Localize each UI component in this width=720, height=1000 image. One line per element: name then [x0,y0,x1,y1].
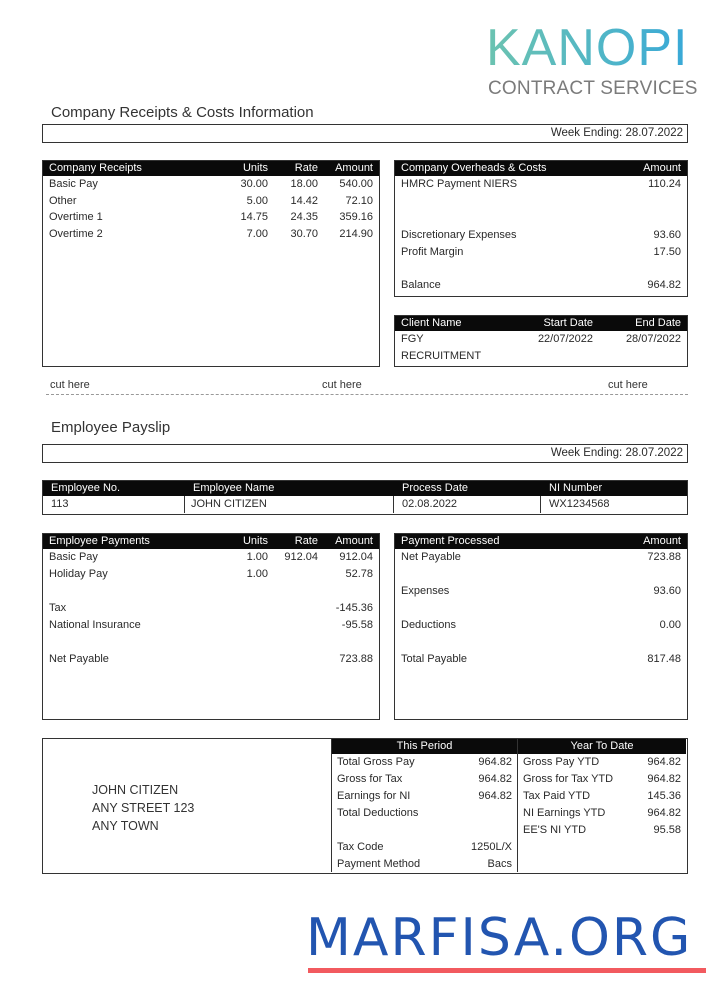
col-header: Rate [294,162,318,174]
cell: 110.24 [648,178,681,190]
address-line: ANY STREET 123 [92,801,195,815]
week-ending-text: Week Ending: 28.07.2022 [550,127,683,139]
cell: Bacs [487,858,512,870]
cell: 28/07/2022 [625,333,681,345]
col-header: Units [242,162,268,174]
cell: 30.00 [240,178,268,190]
table-row [332,771,517,788]
table-row [332,805,517,822]
table-header [395,534,687,549]
cell: -95.58 [341,619,373,631]
table-row [395,227,687,244]
table-row [518,805,686,822]
cell: Basic Pay [49,551,98,563]
table-row [395,617,687,634]
col-header: Amount [335,535,373,547]
col-header: Year To Date [570,740,634,752]
cell: Overtime 2 [49,227,103,240]
table-row [395,176,687,193]
col-header: Company Receipts [49,162,142,174]
summary-block [42,738,688,874]
cell: 95.58 [653,824,681,836]
company-receipts-table [42,160,380,367]
cell: 912.04 [284,551,318,563]
table-row [395,331,687,362]
cell: Discretionary Expenses [401,229,517,241]
cell: 72.10 [345,194,373,207]
col-header: Process Date [402,482,469,494]
cell: Payment Method [337,858,421,870]
cell: 540.00 [339,178,373,190]
col-header: Client Name [401,317,462,329]
cell: Basic Pay [49,178,98,190]
cell: 214.90 [339,227,373,240]
col-header: Rate [294,535,318,547]
col-header: Employee Payments [49,535,150,547]
employee-payments-table [42,533,380,720]
employee-address [92,781,194,835]
ytd-table [518,739,686,872]
process-date: 02.08.2022 [394,496,541,513]
cell: Net Payable [401,551,461,563]
table-row [43,193,379,210]
cell: Holiday Pay [49,568,108,580]
cell: Gross for Tax YTD [523,773,614,785]
cell: 7.00 [246,227,268,240]
table-row [332,839,517,856]
cell: FGY RECRUITMENT [401,333,482,362]
cell: 24.35 [290,211,318,223]
cell: 912.04 [339,551,373,563]
table-header [395,161,687,176]
col-header: Start Date [543,317,593,329]
week-ending-text: Week Ending: 28.07.2022 [550,447,683,459]
cell: 1.00 [246,551,268,563]
col-header: NI Number [549,482,603,494]
table-row [395,277,687,294]
cell [268,566,318,583]
cell: 1250L/X [471,841,512,853]
table-row [395,244,687,261]
cell: Tax [49,602,67,614]
cell: EE'S NI YTD [523,824,587,836]
cell: 14.42 [290,194,318,207]
cell: -145.36 [335,602,373,614]
cell: Total Payable [401,653,468,665]
cell: 0.00 [659,619,681,631]
col-header: Amount [643,535,681,547]
employee-number: 113 [43,496,185,513]
company-week-ending [42,124,688,143]
cell: 817.48 [647,653,681,665]
company-section-title: Company Receipts & Costs Information [51,104,314,121]
address-line: JOHN CITIZEN [92,783,179,797]
cell: 17.50 [653,246,681,258]
marfisa-watermark: MARFISA.ORG [306,908,693,968]
payslip-week-ending [42,444,688,463]
table-row [332,856,517,873]
cell: 145.36 [647,790,681,802]
table-header [395,316,687,331]
col-header: Company Overheads & Costs [401,162,547,174]
cell: Earnings for NI [337,790,411,802]
cell: 30.70 [290,227,318,240]
table-row [395,583,687,600]
table-header [332,739,517,754]
cell: HMRC Payment NIERS [401,178,518,190]
cell: 22/07/2022 [537,333,593,345]
cut-here-label: cut here [50,379,90,391]
cell: Profit Margin [401,246,464,258]
cell: 18.00 [290,178,318,190]
cell: 52.78 [345,568,373,580]
cell: 964.82 [478,756,512,768]
cut-line [46,394,688,395]
cell: Gross for Tax [337,773,403,785]
table-row [395,651,687,668]
cell: 964.82 [647,807,681,819]
cell: 964.82 [478,773,512,785]
table-header [518,739,686,754]
client-table [394,315,688,367]
cell: 723.88 [339,653,373,665]
cut-here-label: cut here [608,379,648,391]
table-row [43,566,379,583]
col-header: Units [242,535,268,547]
table-row [43,226,379,243]
col-header: Payment Processed [401,535,500,547]
table-row [332,788,517,805]
cell: 723.88 [647,551,681,563]
table-header [43,534,379,549]
cell: 964.82 [647,756,681,768]
table-row [43,549,379,566]
col-header: Amount [643,162,681,174]
cell: 964.82 [647,773,681,785]
cell: Tax Code [337,841,384,853]
address-line: ANY TOWN [92,819,159,833]
cell: Expenses [401,585,450,597]
cell: Total Deductions [337,807,419,819]
this-period-table [331,739,518,872]
table-row [43,496,687,513]
table-row [332,754,517,771]
payslip-title: Employee Payslip [51,419,171,436]
employee-name: JOHN CITIZEN [185,496,394,513]
cell: National Insurance [49,619,141,631]
table-header [43,481,687,496]
cell: 5.00 [246,194,268,207]
kanopi-logo: KANOPI [486,19,689,77]
table-row [395,549,687,566]
col-header: This Period [396,740,453,752]
table-row [43,209,379,226]
cell: 93.60 [653,229,681,241]
cell: NI Earnings YTD [523,807,606,819]
cell: Net Payable [49,653,109,665]
payment-processed-table [394,533,688,720]
cell: Balance [401,279,441,291]
cell: 359.16 [339,211,373,223]
cell: Gross Pay YTD [523,756,600,768]
cell: 1.00 [246,568,268,580]
table-row [43,176,379,193]
employee-info-table [42,480,688,515]
cut-here-label: cut here [322,379,362,391]
table-row [43,600,379,617]
company-overheads-table [394,160,688,297]
watermark-underline [308,968,706,973]
table-row [518,754,686,771]
cell: 14.75 [240,211,268,223]
table-row [43,617,379,634]
cell: 93.60 [653,585,681,597]
table-header [43,161,379,176]
cell: Other [49,194,77,207]
cell: Total Gross Pay [337,756,415,768]
cell: Tax Paid YTD [523,790,591,802]
col-header: Amount [335,162,373,174]
ni-number: WX1234568 [549,498,610,510]
cell: 964.82 [647,279,681,291]
cell: 964.82 [478,790,512,802]
table-row [518,771,686,788]
logo-tagline: CONTRACT SERVICES [488,78,698,99]
table-row [43,651,379,668]
col-header: End Date [635,317,681,329]
col-header: Employee Name [193,482,275,494]
table-row [518,822,686,839]
cell: Overtime 1 [49,211,103,223]
cell: Deductions [401,619,457,631]
table-row [518,788,686,805]
col-header: Employee No. [51,482,121,494]
